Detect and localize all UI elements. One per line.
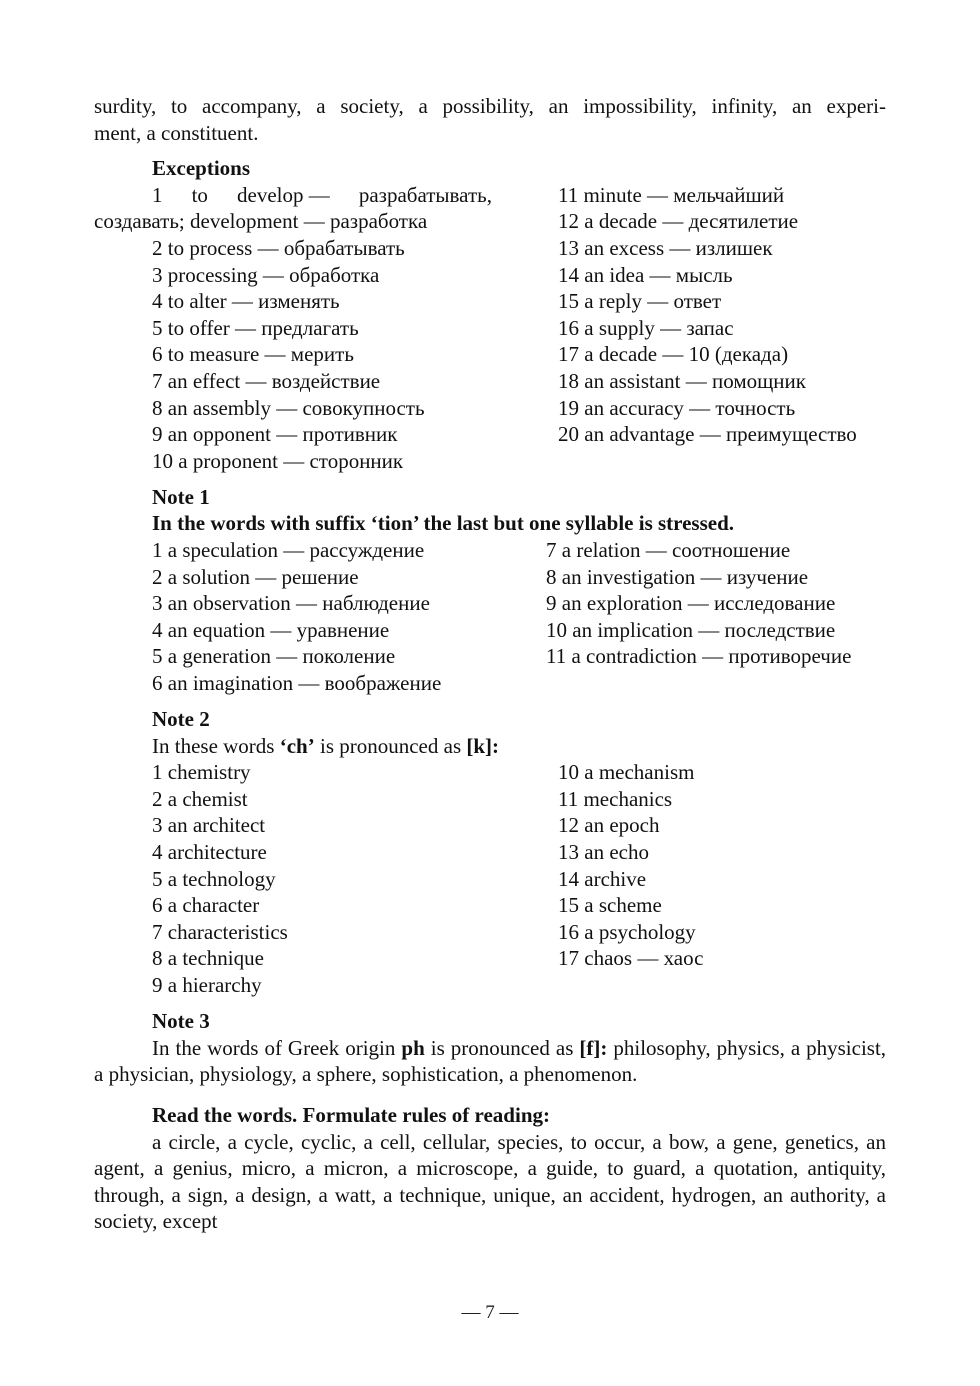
note1-word-item: 9 an exploration — исследование (546, 591, 836, 616)
exception-item: 8 an assembly — совокупность (152, 395, 425, 420)
exception-item: 11 minute — мельчайший (558, 182, 785, 207)
note2-right-list (558, 759, 703, 972)
note2-word-item: 9 a hierarchy (152, 972, 262, 997)
note1-left-list (152, 537, 441, 697)
read-paragraph: a circle, a cycle, cyclic, a cell, cellular, species, to occur, a bow, a gene, genetics, an agent, a genius, micro, a micron, a microscope, a guide, to guard, a quotation, antiquity, through, a sign, a design, a watt, a technique, unique, an accident, hydrogen, an authority, a society, except (94, 1129, 886, 1234)
intro-paragraph (94, 93, 886, 146)
note1-columns (94, 537, 886, 697)
note1-word-item: 5 a generation — поколение (152, 644, 396, 669)
note1-word-item: 2 a solution — решение (152, 564, 359, 589)
exception-item: 2 to process — обрабатывать (152, 235, 405, 260)
note1-word-item: 11 a contradiction — противоречие (546, 644, 852, 669)
exception-item: 19 an accuracy — точность (558, 395, 796, 420)
note2-word-item: 14 archive (558, 866, 647, 891)
note1-rule: In the words with suffix ‘tion’ the last but one syllable is stressed. (152, 511, 735, 536)
exceptions-left-column (94, 182, 554, 475)
exception-item: 7 an effect — воздействие (152, 368, 381, 393)
exception-item: 6 to measure — мерить (152, 342, 354, 367)
exceptions-right-column (558, 182, 857, 448)
note1-word-item: 4 an equation — уравнение (152, 617, 390, 642)
note2-word-item: 16 a psychology (558, 919, 696, 944)
note2-word-item: 3 an architect (152, 813, 266, 838)
note1-word-item: 1 a speculation — рассуждение (152, 537, 425, 562)
exception-item: 12 a decade — десятилетие (558, 209, 799, 234)
note3-paragraph: In the words of Greek origin ph is pronounced as [f]: philosophy, physics, a physicist, a physician, physiology, a sphere, sophistication, a phenomenon. (94, 1035, 887, 1087)
note2-word-item: 7 characteristics (152, 919, 288, 944)
note1-heading: Note 1 (152, 484, 210, 509)
note2-left-list (152, 759, 288, 998)
exception-item: 5 to offer — предлагать (152, 315, 359, 340)
exception-item-1-line-2: создавать; development — разработка (94, 209, 428, 234)
note2-word-item: 1 chemistry (152, 760, 251, 785)
note2-word-item: 4 architecture (152, 839, 267, 864)
read-heading: Read the words. Formulate rules of reading: (152, 1102, 550, 1127)
intro-line-1: surdity, to accompany, a society, a possibility, an impossibility, infinity, an experi- (94, 94, 886, 118)
note1-word-item: 7 a relation — соотношение (546, 537, 791, 562)
note1-word-item: 10 an implication — последствие (546, 617, 836, 642)
note2-word-item: 11 mechanics (558, 786, 673, 811)
note2-word-item: 5 a technology (152, 866, 276, 891)
note2-word-item: 17 chaos — хаос (558, 946, 704, 971)
note2-word-item: 6 a character (152, 893, 260, 918)
exception-item: 13 an excess — излишек (558, 235, 773, 260)
note1-right-list (546, 537, 851, 670)
note2-word-item: 12 an epoch (558, 813, 660, 838)
exception-item: 10 a proponent — сторонник (152, 448, 404, 473)
page-content (94, 93, 886, 1235)
intro-line-2: ment, a constituent. (94, 120, 259, 145)
exceptions-columns (94, 182, 886, 475)
exception-item: 14 an idea — мысль (558, 262, 733, 287)
exception-item: 16 a supply — запас (558, 315, 734, 340)
note2-word-item: 8 a technique (152, 946, 264, 971)
note2-heading: Note 2 (152, 706, 210, 731)
note1-word-item: 6 an imagination — воображение (152, 670, 442, 695)
note1-word-item: 3 an observation — наблюдение (152, 591, 430, 616)
exceptions-left-list (94, 235, 554, 474)
exception-item: 15 a reply — ответ (558, 289, 722, 314)
note3-heading: Note 3 (152, 1009, 210, 1034)
note1-word-item: 8 an investigation — изучение (546, 564, 809, 589)
exception-item: 3 processing — обработка (152, 262, 380, 287)
exception-item: 17 a decade — 10 (декада) (558, 342, 789, 367)
page-number: — 7 — (461, 1302, 519, 1323)
exception-item: 4 to alter — изменять (152, 289, 340, 314)
note2-word-item: 15 a scheme (558, 893, 662, 918)
note2-columns (94, 759, 886, 999)
note2-word-item: 13 an echo (558, 839, 649, 864)
exception-item: 9 an opponent — противник (152, 422, 398, 447)
exception-item-1-line-1: 1 to develop — разрабатывать, (152, 182, 492, 207)
exception-item: 20 an advantage — преимущество (558, 422, 857, 447)
exceptions-heading: Exceptions (152, 156, 251, 181)
note2-word-item: 2 a chemist (152, 786, 248, 811)
note2-lead: In these words ‘ch’ is pronounced as [k]: (152, 733, 500, 758)
exceptions-right-list (558, 182, 857, 448)
note2-word-item: 10 a mechanism (558, 760, 695, 785)
exception-item: 18 an assistant — помощник (558, 368, 806, 393)
